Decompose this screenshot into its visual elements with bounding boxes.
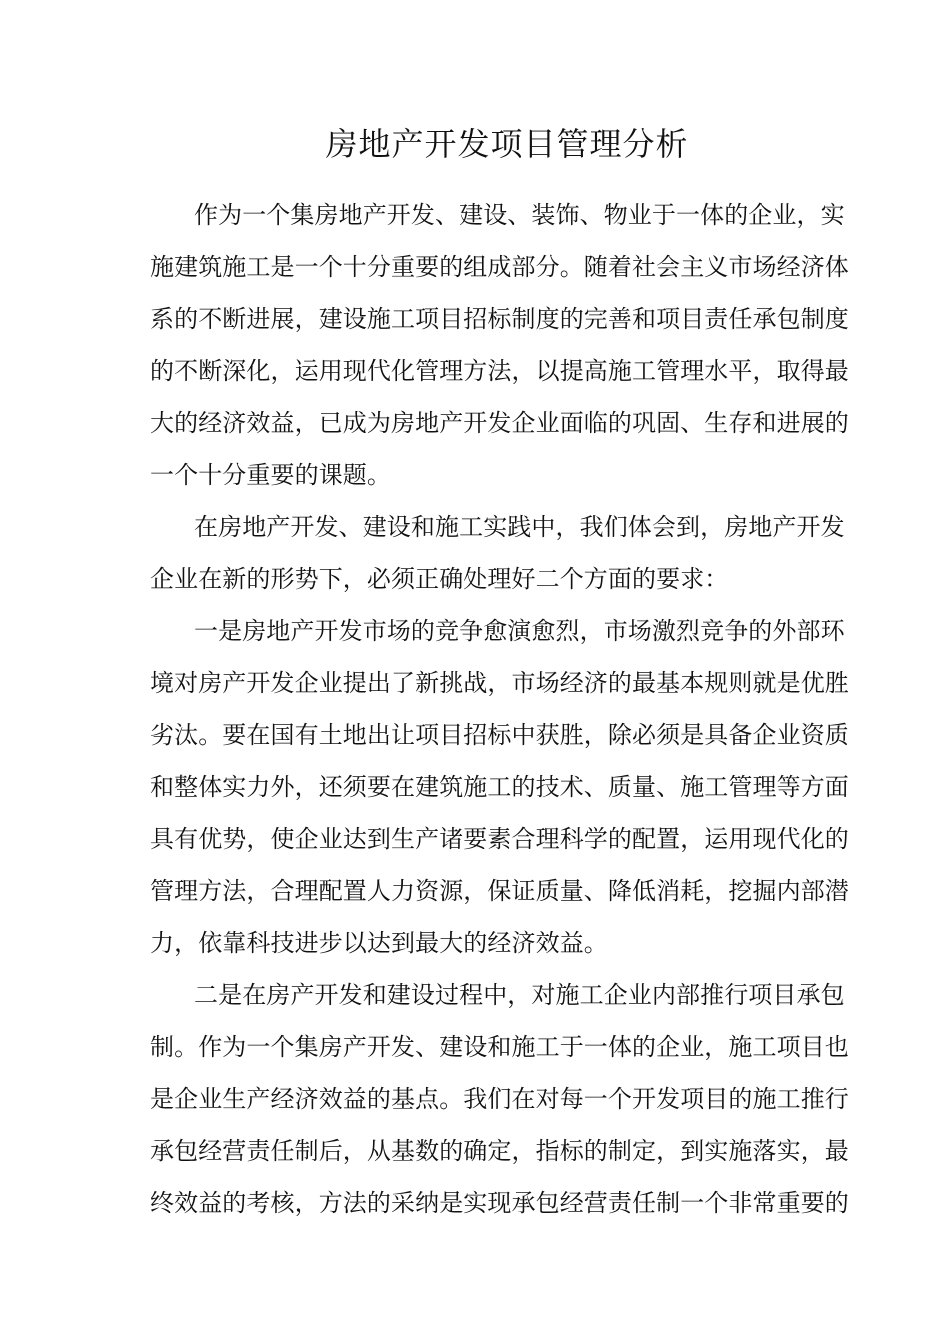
- document-title: 房地产开发项目管理分析: [325, 125, 689, 163]
- text-line: 的不断深化，运用现代化管理方法，以提高施工管理水平，取得最: [150, 357, 849, 385]
- text-line: 施建筑施工是一个十分重要的组成部分。随着社会主义市场经济体: [150, 253, 849, 281]
- text-line: 系的不断进展，建设施工项目招标制度的完善和项目责任承包制度: [150, 305, 849, 333]
- text-line: 境对房产开发企业提出了新挑战，市场经济的最基本规则就是优胜: [150, 669, 849, 697]
- text-line: 是企业生产经济效益的基点。我们在对每一个开发项目的施工推行: [150, 1085, 849, 1113]
- text-line: 一是房地产开发市场的竞争愈演愈烈，市场激烈竞争的外部环: [194, 617, 845, 645]
- text-line: 企业在新的形势下，必须正确处理好二个方面的要求：: [150, 565, 729, 593]
- text-line: 力，依靠科技进步以达到最大的经济效益。: [150, 929, 608, 957]
- text-line: 作为一个集房地产开发、建设、装饰、物业于一体的企业，实: [194, 201, 845, 229]
- text-line: 在房地产开发、建设和施工实践中，我们体会到，房地产开发: [194, 513, 845, 541]
- text-line: 管理方法，合理配置人力资源，保证质量、降低消耗，挖掘内部潜: [150, 877, 849, 905]
- text-line: 终效益的考核，方法的采纳是实现承包经营责任制一个非常重要的: [150, 1189, 849, 1217]
- text-line: 一个十分重要的课题。: [150, 461, 391, 489]
- text-line: 承包经营责任制后，从基数的确定，指标的制定，到实施落实，最: [150, 1137, 849, 1165]
- text-line: 和整体实力外，还须要在建筑施工的技术、质量、施工管理等方面: [150, 773, 849, 801]
- text-line: 大的经济效益，已成为房地产开发企业面临的巩固、生存和进展的: [150, 409, 849, 437]
- text-line: 二是在房产开发和建设过程中，对施工企业内部推行项目承包: [194, 981, 845, 1009]
- text-line: 制。作为一个集房产开发、建设和施工于一体的企业，施工项目也: [150, 1033, 849, 1061]
- text-line: 劣汰。要在国有土地出让项目招标中获胜，除必须是具备企业资质: [150, 721, 849, 749]
- text-line: 具有优势，使企业达到生产诸要素合理科学的配置，运用现代化的: [150, 825, 849, 853]
